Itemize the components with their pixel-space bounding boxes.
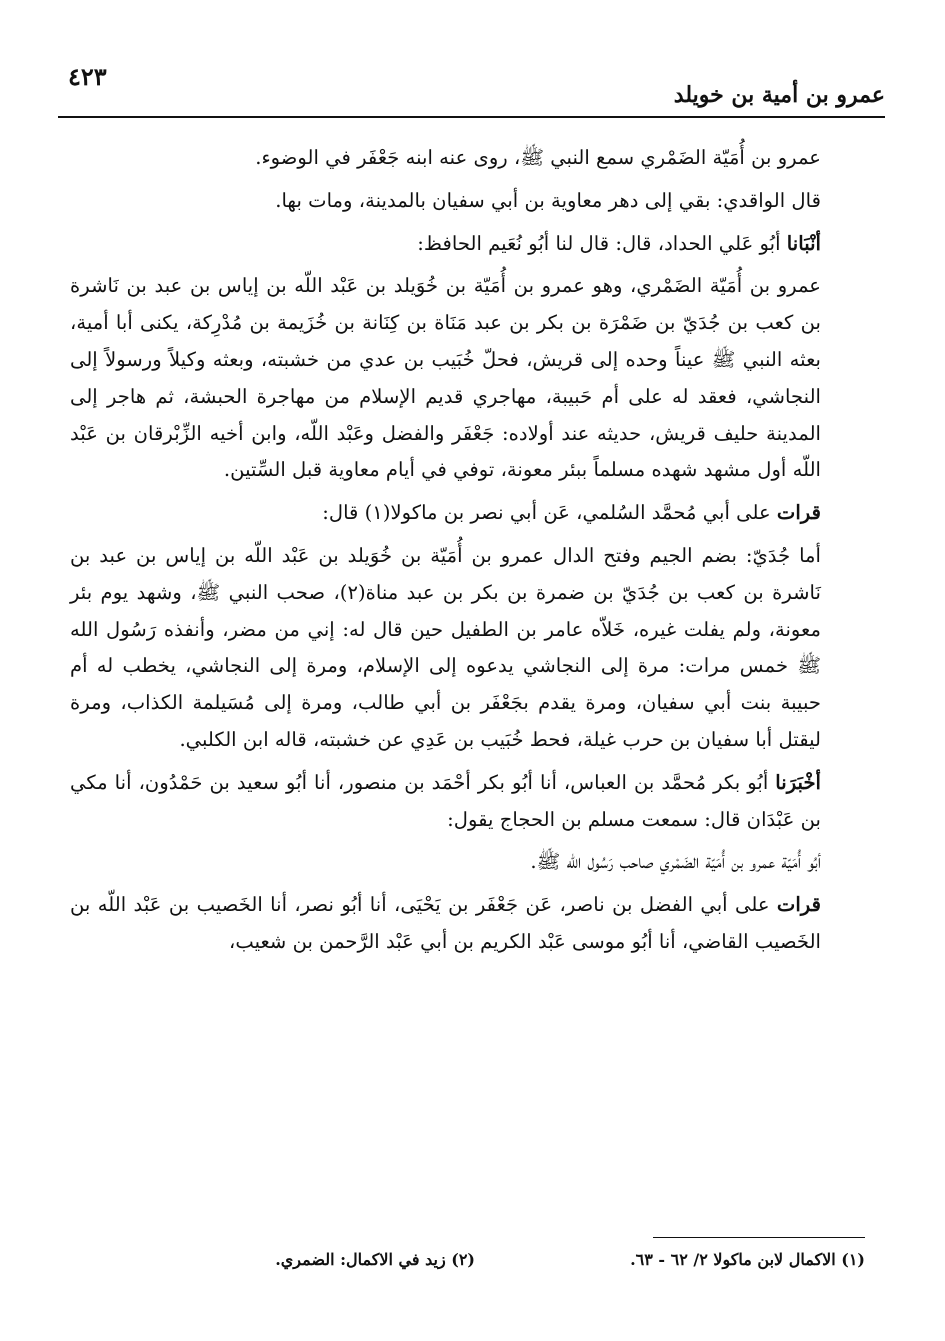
- paragraph-8: [70, 844, 869, 881]
- header-title: عمرو بن أمية بن خويلد: [673, 82, 885, 108]
- paragraph-lead: أخْبَرَنا: [775, 770, 821, 794]
- paragraph-4: [70, 268, 869, 489]
- paragraph-lead: أنْبَانا: [786, 231, 821, 255]
- paragraph-text: عمرو بن أُمَيّة الضَمْري سمع النبي ﷺ، روى عنه ابنه جَعْفَر في الوضوء.: [255, 146, 821, 169]
- paragraph-7: [70, 765, 869, 839]
- paragraph-3: [70, 226, 869, 263]
- footnote-2: (٢) زيد في الاكمال: الضمري.: [275, 1250, 475, 1269]
- paragraph-lead: قرات: [776, 501, 821, 525]
- paragraph-text: على أبي مُحمَّد السُلمي، عَن أبي نصر بن ماكولا(١) قال:: [322, 501, 777, 525]
- paragraph-text: على أبي الفضل بن ناصر، عَن جَعْفَر بن يَحْيَى، أنا أبُو نصر، أنا الخَصيب بن عَبْد اللّه بن الخَصيب القاضي، أنا أبُو موسى عَبْد الكريم بن أبي عَبْد الرَّحمن بن شعيب،: [70, 893, 821, 953]
- paragraph-2: [70, 183, 869, 220]
- paragraph-6: [70, 538, 869, 759]
- paragraph-9: [70, 887, 869, 961]
- paragraph-text: أما جُدَيّ: بضم الجيم وفتح الدال عمرو بن أُمَيّة بن خُوَيلد بن عَبْد اللّه بن إياس بن عبد بن نَاشرة بن كعب بن جُدَيّ بن ضمرة بن بكر بن عبد مناة(٢)، صحب النبي ﷺ، وشهد يوم بئر معونة، ولم يفلت غيره، خَلاّه عامر بن الطفيل حين قال له: إني من مضر، وأنفذه رَسُول الله ﷺ خمس مرات: مرة إلى النجاشي يدعوه إلى الإسلام، ومرة إلى النجاشي، يخطب له أم حبيبة بنت أبي سفيان، ومرة يقدم بجَعْفَر بن أبي طالب، ومرة إلى مُسَيلمة الكذاب، ومرة ليقتل أبا سفيان بن حرب غيلة، فحط خُبَيب بن عَدِي عن خشبته، قاله ابن الكلبي.: [70, 543, 821, 751]
- footnote-1: (١) الاكمال لابن ماكولا ٢/ ٦٢ - ٦٣.: [630, 1250, 865, 1269]
- running-header: [58, 62, 885, 118]
- page-number: ٤٢٣: [68, 62, 107, 91]
- paragraph-text: أبُو بكر مُحمَّد بن العباس، أنا أبُو بكر أحْمَد بن منصور، أنا أبُو سعيد بن حَمْدُون، أنا مكي بن عَبْدَان قال: سمعت مسلم بن الحجاج يقول:: [70, 770, 821, 831]
- paragraph-lead: قرات: [776, 893, 821, 917]
- paragraph-1: [70, 140, 869, 177]
- footnote-divider: [653, 1237, 865, 1238]
- paragraph-text: عمرو بن أُمَيّة الضَمْري، وهو عمرو بن أُمَيّة بن خُوَيلد بن عَبْد اللّه بن إياس بن عبد بن نَاشرة بن كعب بن جُدَيّ بن ضَمْرَة بن بكر بن عبد مَنَاة بن كِنَانة بن خُزَيمة بن مُدْرِكة، يكنى أبا أمية، بعثه النبي ﷺ عيناً وحده إلى قريش، فحلّ خُبَيب بن عدي من خشبته، وبعثه وكيلاً ورسولاً إلى النجاشي، فعقد له على أم حَبيبة، مهاجري قديم الإسلام من مهاجرة الحبشة، ثم هاجر إلى المدينة حليف قريش، حديثه عند أولاده: جَعْفَر والفضل وعَبْد اللّه، وابن أخيه الزِّبْرقان بن عَبْد اللّه أول مشهد شهده مسلماً ببئر معونة، توفي في أيام معاوية قبل السِّتين.: [70, 274, 821, 482]
- main-text: [70, 140, 869, 967]
- paragraph-5: [70, 495, 869, 532]
- paragraph-text: أبُو عَلي الحداد، قال: قال لنا أبُو نُعَيم الحافظ:: [417, 231, 787, 255]
- paragraph-text: قال الواقدي: بقي إلى دهر معاوية بن أبي سفيان بالمدينة، ومات بها.: [275, 188, 821, 212]
- paragraph-text: أبُو أُمَيّة عمرو بن أُمَيّة الضَمْري صاحب رَسُول الله ﷺ.: [530, 850, 821, 874]
